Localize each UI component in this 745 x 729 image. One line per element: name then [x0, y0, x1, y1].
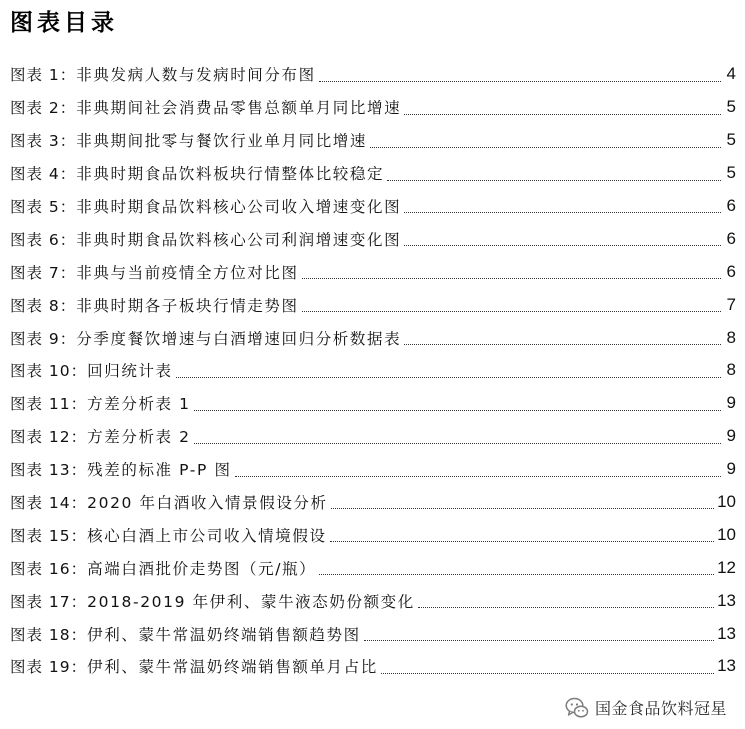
- watermark: [559, 694, 731, 721]
- toc-entry-title: 2020 年白酒收入情景假设分析: [87, 491, 329, 513]
- toc-entry-page-number: 13: [717, 656, 736, 676]
- toc-entry-label: 图表 6：: [10, 230, 77, 249]
- dot-leader: [194, 410, 721, 411]
- toc-entry[interactable]: [10, 420, 736, 453]
- toc-entry-page-number: 8: [724, 360, 736, 380]
- toc-entry-page-number: 10: [717, 492, 736, 512]
- toc-entry[interactable]: [10, 58, 736, 91]
- toc-title: 图表目录: [10, 10, 118, 36]
- toc-entry-title: 方差分析表 2: [87, 425, 193, 447]
- toc-entry[interactable]: [10, 453, 736, 486]
- toc-entry-label: 图表 8：: [10, 296, 77, 315]
- toc-entry-title: 核心白酒上市公司收入情境假设: [87, 524, 328, 546]
- toc-entry[interactable]: [10, 190, 736, 223]
- toc-entry[interactable]: [10, 387, 736, 420]
- toc-entry-label: 图表 2：: [10, 99, 77, 118]
- dot-leader: [404, 344, 721, 345]
- toc-entry-page-number: 5: [724, 163, 736, 183]
- dot-leader: [370, 147, 721, 148]
- toc-entry-page-number: 8: [724, 328, 736, 348]
- toc-entry-page-number: 6: [724, 229, 736, 249]
- toc-entry-title: 非典期间批零与餐饮行业单月同比增速: [76, 129, 369, 151]
- toc-entry[interactable]: [10, 486, 736, 519]
- toc-entry-label: 图表 19：: [10, 658, 88, 677]
- dot-leader: [404, 212, 721, 213]
- toc-entry-label: 图表 3：: [10, 132, 77, 151]
- toc-entry-page-number: 6: [724, 196, 736, 216]
- toc-entry-label: 图表 5：: [10, 198, 77, 216]
- toc-entry-label: 图表 9：: [10, 329, 77, 348]
- dot-leader: [387, 180, 721, 181]
- toc-entry[interactable]: [10, 551, 736, 584]
- toc-entry-title: 非典发病人数与发病时间分布图: [76, 63, 317, 85]
- toc-entry[interactable]: [10, 288, 736, 321]
- toc-entry-label: 图表 1：: [10, 66, 77, 85]
- dot-leader: [302, 278, 721, 279]
- toc-entry-title: 回归统计表: [87, 359, 175, 381]
- toc-entry[interactable]: [10, 584, 736, 617]
- toc-entry-page-number: 10: [717, 524, 736, 544]
- dot-leader: [364, 640, 714, 641]
- toc-entry-title: 非典与当前疫情全方位对比图: [76, 261, 300, 283]
- dot-leader: [381, 673, 714, 674]
- toc-entry-title: 非典时期各子板块行情走势图: [76, 294, 300, 316]
- dot-leader: [194, 443, 721, 444]
- toc-entry-page-number: 5: [724, 130, 736, 150]
- toc-entry-page-number: 4: [724, 64, 736, 84]
- dot-leader: [404, 114, 721, 115]
- toc-entry[interactable]: [10, 650, 736, 683]
- toc-entry-title: 分季度餐饮增速与白酒增速回归分析数据表: [76, 327, 403, 349]
- dot-leader: [404, 245, 721, 246]
- dot-leader: [330, 541, 715, 542]
- toc-entry-page-number: 9: [724, 426, 736, 446]
- toc-entry-label: 图表 10：: [10, 362, 88, 381]
- toc-entry[interactable]: [10, 222, 736, 255]
- toc-entry-label: 图表 17：: [10, 592, 88, 611]
- toc-entry-label: 图表 11：: [10, 395, 88, 414]
- wechat-icon: [565, 697, 589, 719]
- toc-entry[interactable]: [10, 157, 736, 190]
- toc-entry-label: 图表 4：: [10, 165, 77, 184]
- toc-entry[interactable]: [10, 518, 736, 551]
- toc-entry-page-number: 13: [717, 590, 736, 610]
- toc-entry-label: 图表 18：: [10, 625, 88, 644]
- toc-entry[interactable]: [10, 321, 736, 354]
- toc-entry-title: 伊利、蒙牛常温奶终端销售额趋势图: [87, 623, 363, 645]
- dot-leader: [331, 508, 714, 509]
- dot-leader: [302, 311, 721, 312]
- dot-leader: [319, 81, 721, 82]
- toc-entry-page-number: 9: [724, 393, 736, 413]
- toc-entry-page-number: 6: [724, 262, 736, 282]
- toc-entry-label: 图表 7：: [10, 263, 77, 282]
- toc-entry-label: 图表 16：: [10, 559, 88, 578]
- toc-entry-title: 非典时期食品饮料核心公司收入增速变化图: [76, 195, 403, 217]
- toc-entry[interactable]: [10, 255, 736, 288]
- toc-entry[interactable]: [10, 354, 736, 387]
- toc-entry[interactable]: [10, 617, 736, 650]
- toc-entry[interactable]: [10, 91, 736, 124]
- toc-entry-title: 高端白酒批价走势图（元/瓶）: [87, 557, 318, 579]
- toc-entry-title: 非典时期食品饮料核心公司利润增速变化图: [76, 228, 403, 250]
- toc-entry-label: 图表 14：: [10, 494, 88, 513]
- toc-entry-label: 图表 13：: [10, 461, 88, 480]
- toc-entry-page-number: 7: [724, 295, 736, 315]
- toc-entry-label: 图表 12：: [10, 428, 88, 447]
- dot-leader: [319, 574, 714, 575]
- toc-entry-page-number: 9: [724, 459, 736, 479]
- toc-list: [10, 58, 736, 683]
- toc-entry-page-number: 5: [724, 97, 736, 117]
- toc-entry[interactable]: [10, 124, 736, 157]
- toc-entry-label: 图表 15：: [10, 526, 88, 545]
- watermark-text: 国金食品饮料冠星: [594, 699, 727, 718]
- toc-entry-page-number: 12: [717, 557, 736, 577]
- dot-leader: [176, 377, 721, 378]
- toc-entry-title: 方差分析表 1: [87, 392, 193, 414]
- dot-leader: [235, 476, 721, 477]
- toc-entry-title: 残差的标准 P-P 图: [87, 458, 233, 480]
- toc-entry-title: 非典期间社会消费品零售总额单月同比增速: [76, 96, 403, 118]
- dot-leader: [418, 607, 714, 608]
- toc-entry-title: 伊利、蒙牛常温奶终端销售额单月占比: [87, 655, 380, 677]
- toc-entry-title: 非典时期食品饮料板块行情整体比较稳定: [76, 162, 386, 184]
- toc-entry-title: 2018-2019 年伊利、蒙牛液态奶份额变化: [87, 590, 417, 612]
- toc-entry-page-number: 13: [717, 623, 736, 643]
